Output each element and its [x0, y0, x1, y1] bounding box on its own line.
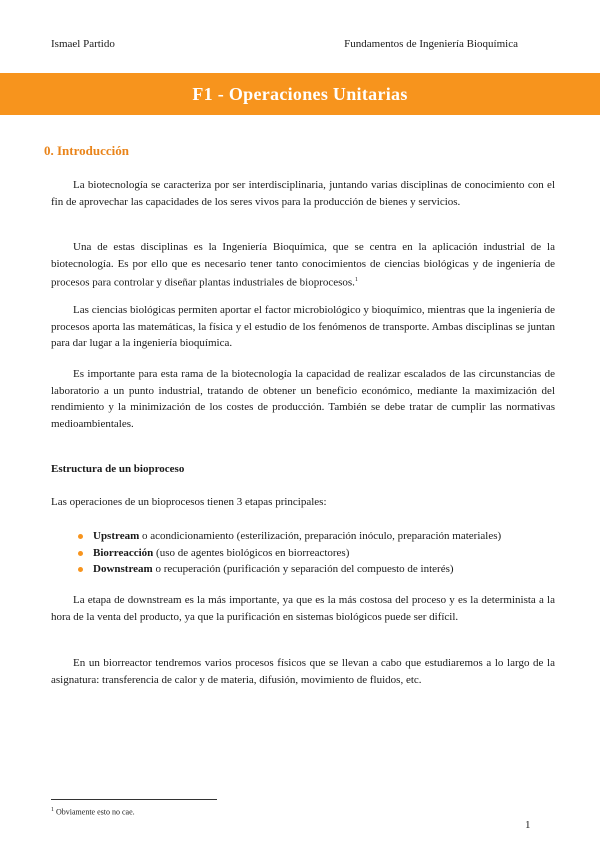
- footnote: [51, 807, 135, 817]
- paragraph: Las ciencias biológicas permiten aportar el factor microbiológico y bioquímico, mientras que la ingeniería de procesos aporta las matemáticas, la física y el estudio de los fenómenos de transporte. Ambas disciplinas se juntan para dar lugar a la ingeniería bioquímica.: [51, 304, 555, 349]
- paragraph: Es importante para esta rama de la biotecnología la capacidad de realizar escalados de las circunstancias de laboratorio a un punto industrial, tratando de obtener un beneficio económico, mediante la maximización del rendimiento y la minimización de los costes de producción. También se debe tratar de cumplir las normativas medioambientales.: [51, 368, 555, 430]
- paragraph: La biotecnología se caracteriza por ser interdisciplinaria, juntando varias disciplinas de conocimiento con el fin de aprovechar las capacidades de los seres vivos para la producción de bienes y servicios.: [51, 179, 555, 208]
- footnote-divider: [51, 799, 217, 800]
- header-course: Fundamentos de Ingeniería Bioquímica: [344, 38, 518, 50]
- footnote-text: Obviamente esto no cae.: [56, 807, 135, 817]
- header-author: Ismael Partido: [51, 38, 115, 50]
- paragraph: La etapa de downstream es la más importante, ya que es la más costosa del proceso y es la determinista a la hora de la venta del producto, ya que la purificación en sistemas biológicos puede ser difícil.: [51, 594, 555, 623]
- list-term: Downstream: [93, 563, 153, 575]
- list-item: [78, 528, 501, 545]
- section-heading: 0. Introducción: [44, 143, 129, 158]
- list-term: Biorreacción: [93, 546, 154, 559]
- footnote-number: 1: [51, 807, 54, 813]
- footnote-ref: 1: [354, 277, 358, 283]
- list-desc: (uso de agentes biológicos en biorreactores): [153, 546, 350, 559]
- list-item: [78, 561, 501, 578]
- subsection-heading: Estructura de un bioproceso: [51, 463, 185, 475]
- paragraph: [51, 239, 555, 291]
- title-banner: [0, 73, 600, 115]
- bullet-icon: [78, 551, 83, 556]
- list-desc: o recuperación (purificación y separación del compuesto de interés): [152, 563, 454, 575]
- bullet-icon: [78, 534, 83, 539]
- list-item: [78, 545, 501, 562]
- subsection-intro: Las operaciones de un bioprocesos tienen 3 etapas principales:: [51, 496, 327, 508]
- list-desc: o acondicionamiento (esterilización, preparación inóculo, preparación materiales): [139, 530, 502, 542]
- list-term: Upstream: [93, 530, 140, 542]
- stages-list: [78, 528, 501, 578]
- paragraph-text: Una de estas disciplinas es la Ingeniería Bioquímica, que se centra en la aplicación industrial de la biotecnología. Es por ello que es necesario tener tanto conocimientos de ciencias biológicas y de ingeniería de procesos para controlar y diseñar plantas industriales de bioprocesos.: [51, 241, 555, 289]
- paragraph: En un biorreactor tendremos varios procesos físicos que se llevan a cabo que estudiaremos a lo largo de la asignatura: transferencia de calor y de materia, difusión, movimiento de fluidos, etc.: [51, 657, 555, 686]
- bullet-icon: [78, 567, 83, 572]
- page-title: F1 - Operaciones Unitarias: [192, 83, 408, 104]
- page-number: 1: [525, 819, 531, 831]
